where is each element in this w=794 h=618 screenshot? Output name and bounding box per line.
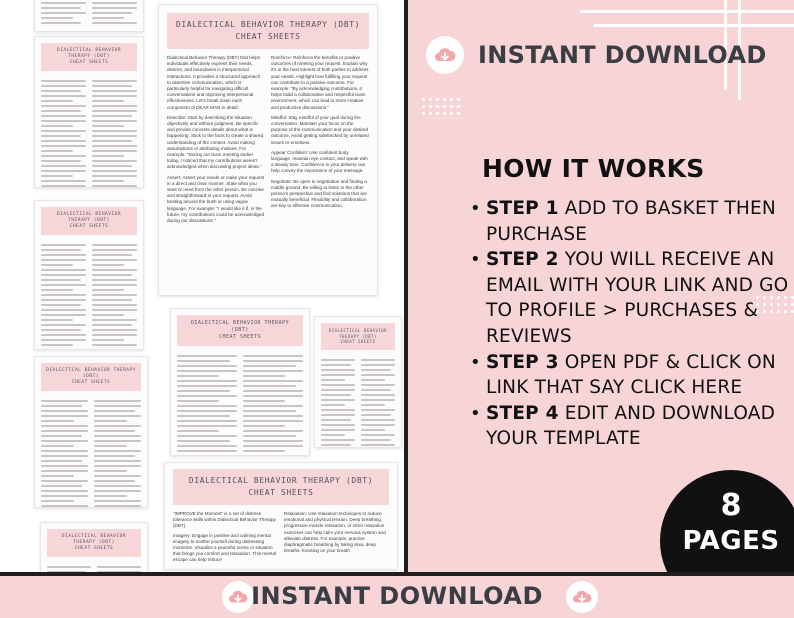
worksheet-paragraph: Reinforce: Reinforce the benefits or positive outcomes of meeting your request. Explain why it's in the best interest of both parties to address your needs. Highlight how fulfilling your request can contribute to a positive outcome. For example: "By acknowledging contributions, it helps build a collaborative and respectful team environment, which can lead to more creative and productive discussions." (271, 55, 369, 110)
worksheet-title: DIALECTICAL BEHAVIOR THERAPY (DBT) (56, 48, 122, 59)
worksheet-thumbnail (34, 0, 144, 32)
page-count-badge (660, 470, 794, 572)
worksheet-banner (47, 529, 141, 557)
worksheet-subtitle: CHEAT SHEETS (235, 32, 301, 41)
decorative-dots (422, 98, 460, 115)
download-cloud-icon (566, 581, 598, 613)
steps-list (470, 196, 790, 452)
worksheet-paragraph: Dialectical Behavior Therapy (DBT) that helps individuals effectively express their needs, desires, and boundaries in interpersonal interactions. It provides a structured approach to assertive communication, which is particularly helpful for navigating difficult conversations and improving interpersonal effectiveness. Let's break down each component of DEAR MAN in detail: (167, 55, 261, 110)
decorative-line (594, 24, 794, 27)
worksheet-thumbnail (34, 36, 144, 188)
list-item (470, 350, 790, 401)
instant-download-heading (426, 36, 767, 74)
how-it-works-panel (408, 0, 794, 572)
worksheet-title: DIALECTICAL BEHAVIOR THERAPY (DBT) (188, 476, 374, 485)
worksheet-title: DIALECTICAL BEHAVIOR THERAPY (DBT) (46, 368, 136, 379)
download-cloud-icon (426, 36, 464, 74)
step-text: EDIT AND DOWNLOAD YOUR TEMPLATE (486, 402, 776, 450)
step-label: STEP 2 (486, 249, 559, 271)
bullet-icon: • (470, 351, 481, 373)
worksheet-subtitle: CHEAT SHEETS (340, 339, 376, 344)
step-label: STEP 4 (486, 402, 559, 424)
list-item (470, 196, 790, 247)
worksheet-banner (41, 207, 137, 235)
worksheet-featured-page (158, 4, 378, 296)
step-text: ADD TO BASKET THEN PURCHASE (486, 198, 776, 245)
worksheet-title: DIALECTICAL BEHAVIOR THERAPY (DBT) (175, 20, 361, 29)
step-text: OPEN PDF & CLICK ON LINK THAT SAY CLICK HERE (486, 351, 776, 399)
worksheet-collage (0, 0, 408, 572)
worksheet-paragraph: "IMPROVE the Moment" is a set of distress tolerance skills within Dialectical Behavior Therapy (DBT). (173, 511, 276, 529)
worksheet-thumbnail (34, 356, 148, 508)
worksheet-paragraph: Describe: Start by describing the situation objectively and without judgment. Be specific and provide concrete details about what is happening. Stick to the facts to create a shared understanding of the context. Avoid making assumptions or attributing motives. For example: "During our team meeting earlier today, I noticed that my contributions weren't acknowledged when discussing project ideas." (167, 114, 264, 170)
worksheet-banner (167, 13, 369, 49)
step-text: YOU WILL RECEIVE AN EMAIL WITH YOUR LINK AND GO TO PROFILE > PURCHASES & REVIEWS (486, 249, 789, 347)
worksheet-paragraph: Assert: Assert your needs or make your request in a direct and clear manner. State what you want or need from the other person. Be concise and straightforward in your request. Avoid beating around the bush or using vague language. For example: "I would like it if, in the future, my contributions could be acknowledged during our discussions." (167, 174, 265, 224)
worksheet-banner (41, 363, 141, 391)
worksheet-subtitle: CHEAT SHEETS (218, 334, 262, 340)
worksheet-paragraph: Relaxation: Use relaxation techniques to reduce emotional and physical tension. Deep breathing, progressive muscle relaxation, or other relaxation exercises can help calm your nervous system and alleviate distress. For example, practice diaphragmatic breathing by taking slow, deep breaths, focusing on your breath (284, 511, 386, 554)
worksheet-title: DIALECTICAL BEHAVIOR THERAPY (DBT) (190, 320, 290, 333)
decorative-line (580, 10, 794, 13)
worksheet-paragraph: Negotiate: Be open to negotiation and finding a middle ground. Be willing to listen to the other person's perspective and find solutions that are mutually beneficial. Flexibility and collaboration are key to effective communication. (271, 178, 367, 209)
worksheet-banner (321, 323, 395, 350)
worksheet-thumbnail (34, 200, 144, 350)
worksheet-subtitle: CHEAT SHEETS (248, 488, 314, 497)
step-label: STEP 3 (486, 351, 559, 373)
bullet-icon: • (470, 402, 481, 424)
worksheet-paragraph: Mindful: Stay mindful of your goal during the conversation. Maintain your focus on the purpose of the communication and your desired outcome. Avoid getting sidetracked by unrelated issues or emotions. (271, 114, 369, 145)
worksheet-title: DIALECTICAL BEHAVIOR THERAPY (DBT) (61, 534, 127, 545)
worksheet-thumbnail (314, 316, 402, 448)
worksheet-banner (177, 315, 303, 346)
list-item (470, 247, 790, 349)
bottom-download-band (0, 572, 794, 618)
bullet-icon: • (470, 198, 481, 219)
worksheet-paragraph: Appear Confident: Use confident body language, maintain eye contact, and speak with a steady tone. Confidence in your delivery can help convey the importance of your message. (271, 149, 368, 174)
worksheet-banner (41, 43, 137, 71)
worksheet-featured-page (164, 462, 398, 570)
worksheet-banner (173, 469, 389, 505)
worksheet-subtitle: CHEAT SHEETS (69, 60, 109, 65)
worksheet-subtitle: CHEAT SHEETS (69, 224, 109, 229)
instant-download-label: INSTANT DOWNLOAD (478, 41, 767, 69)
page-count-label: PAGES (682, 526, 780, 556)
worksheet-subtitle: CHEAT SHEETS (74, 546, 114, 551)
step-label: STEP 1 (486, 198, 559, 219)
worksheet-paragraph: Imagery: Engage in positive and calming mental imagery to soothe yourself during distressing moments. Visualize a peaceful scene or situation that brings you comfort and relaxation. This mental escape can help reduce (173, 532, 277, 563)
bottom-download-label: INSTANT DOWNLOAD (251, 582, 543, 610)
list-item (470, 401, 790, 452)
how-it-works-title: HOW IT WORKS (482, 154, 705, 183)
worksheet-thumbnail (40, 522, 148, 572)
worksheet-subtitle: CHEAT SHEETS (71, 380, 111, 385)
worksheet-thumbnail (170, 308, 310, 456)
worksheet-title: DIALECTICAL BEHAVIOR THERAPY (DBT) (56, 212, 122, 223)
worksheet-title: DIALECTICAL BEHAVIOR THERAPY (DBT) (328, 328, 388, 339)
page-count-number: 8 (720, 488, 742, 523)
bullet-icon: • (470, 249, 481, 271)
